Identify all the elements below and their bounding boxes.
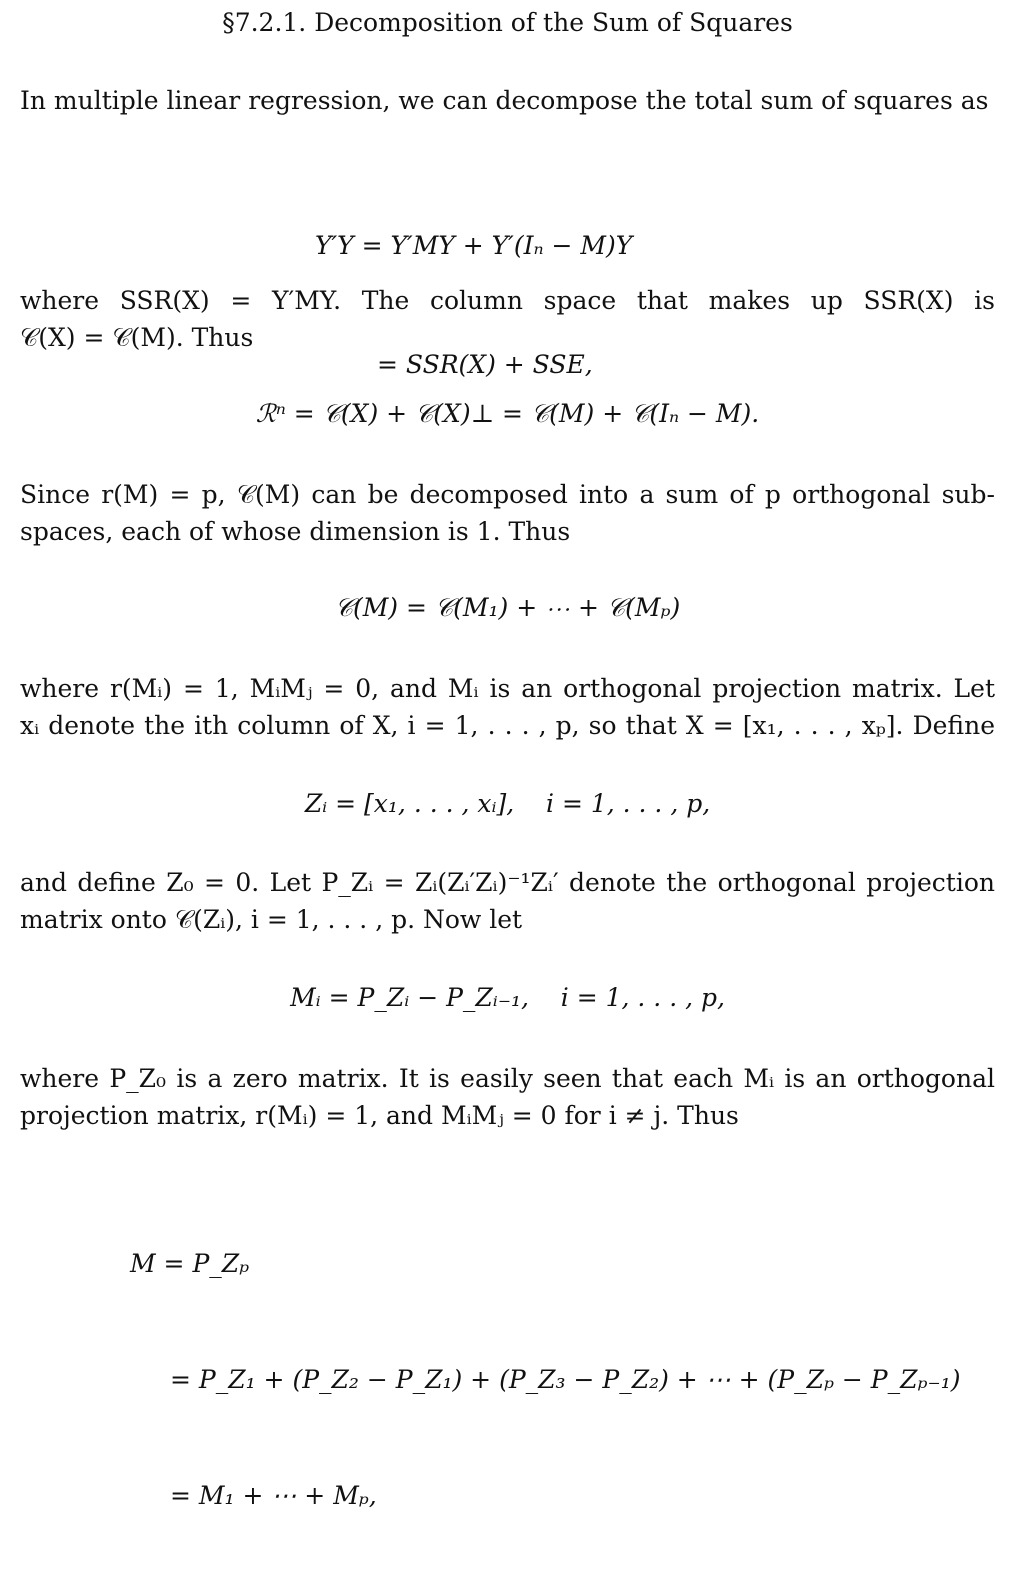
- paragraph-line-2: matrix onto 𝒞(Zᵢ), i = 1, . . . , p. Now let: [20, 905, 523, 934]
- equation-line-2: = SSR(X) + SSE,: [377, 350, 593, 379]
- paragraph-line-2: spaces, each of whose dimension is 1. Thus: [20, 517, 571, 546]
- paragraph-line-1: Since r(M) = p, 𝒞(M) can be decomposed into a sum of p orthogonal sub-: [20, 480, 995, 509]
- paragraph-intro: [20, 82, 995, 119]
- equation-line-1: M = P_Zₚ: [130, 1249, 250, 1278]
- paragraph-define-z0: [20, 864, 995, 938]
- document-page: [20, 0, 995, 1510]
- section-title: §7.2.1. Decomposition of the Sum of Squares: [222, 8, 793, 37]
- equation-z-definition: Zᵢ = [x₁, . . . , xᵢ], i = 1, . . . , p,: [304, 789, 711, 818]
- paragraph-line-1: where P_Z₀ is a zero matrix. It is easily seen that each Mᵢ is an orthogonal: [20, 1064, 995, 1093]
- equation-space-decomposition: ℛⁿ = 𝒞(X) + 𝒞(X)⊥ = 𝒞(M) + 𝒞(Iₙ − M).: [255, 399, 760, 428]
- paragraph-line-2: projection matrix, r(Mᵢ) = 1, and MᵢMⱼ = 0 for i ≠ j. Thus: [20, 1101, 739, 1130]
- paragraph-zero-matrix: [20, 1060, 995, 1134]
- paragraph-line-1: where SSR(X) = Y′MY. The column space that makes up SSR(X) is: [20, 286, 995, 315]
- equation-subspace-sum: 𝒞(M) = 𝒞(M₁) + ⋯ + 𝒞(Mₚ): [334, 593, 681, 622]
- paragraph-rank: [20, 476, 995, 550]
- equation-m-definition: Mᵢ = P_Zᵢ − P_Zᵢ₋₁, i = 1, . . . , p,: [290, 983, 725, 1012]
- paragraph-column-space: [20, 282, 995, 356]
- equation-m-expansion: [20, 1174, 995, 1586]
- equation-line-1: Y′Y = Y′MY + Y′(Iₙ − M)Y: [315, 231, 633, 260]
- paragraph-projection: [20, 670, 995, 744]
- paragraph-line-2: 𝒞(X) = 𝒞(M). Thus: [20, 323, 254, 352]
- equation-line-2: = P_Z₁ + (P_Z₂ − P_Z₁) + (P_Z₃ − P_Z₂) + ⋯ + (P_Zₚ − P_Zₚ₋₁): [170, 1365, 961, 1394]
- paragraph-intro-line: In multiple linear regression, we can decompose the total sum of squares as: [20, 86, 989, 115]
- paragraph-line-1: where r(Mᵢ) = 1, MᵢMⱼ = 0, and Mᵢ is an orthogonal projection matrix. Let: [20, 674, 995, 703]
- paragraph-line-2: xᵢ denote the ith column of X, i = 1, . . . , p, so that X = [x₁, . . . , xₚ]. Define: [20, 711, 995, 740]
- paragraph-line-1: and define Z₀ = 0. Let P_Zᵢ = Zᵢ(Zᵢ′Zᵢ)⁻¹Zᵢ′ denote the orthogonal projection: [20, 868, 995, 897]
- equation-line-3: = M₁ + ⋯ + Mₚ,: [170, 1481, 377, 1510]
